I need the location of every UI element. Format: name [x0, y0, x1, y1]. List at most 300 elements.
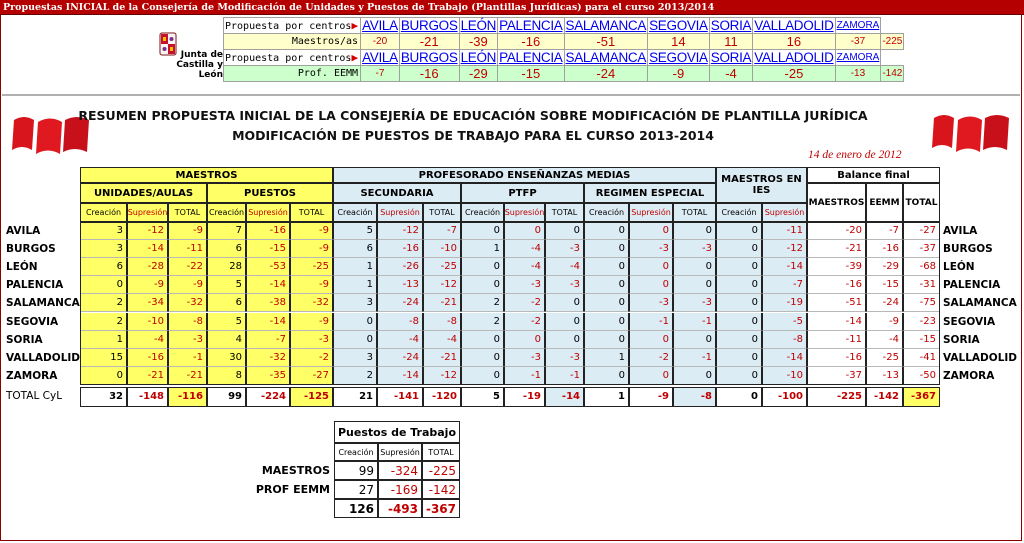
nav-link-soria[interactable]: SORIA	[710, 50, 752, 65]
data-cell: -21	[423, 294, 461, 312]
data-cell: -11	[762, 222, 807, 240]
data-cell: -3	[545, 349, 584, 367]
data-cell: -53	[246, 258, 290, 276]
data-cell: 2	[461, 294, 504, 312]
data-cell: 0	[545, 313, 584, 331]
data-cell: -20	[807, 222, 866, 240]
nav-total: -142	[881, 66, 904, 82]
data-cell: -9	[290, 276, 333, 294]
data-cell: -3	[168, 331, 207, 349]
province-label: BURGOS	[6, 243, 56, 256]
section-divider	[2, 94, 1020, 96]
data-cell: 0	[545, 294, 584, 312]
data-cell: -4	[423, 331, 461, 349]
data-cell: -2	[504, 294, 545, 312]
data-cell: -32	[290, 294, 333, 312]
data-cell: 3	[80, 222, 127, 240]
data-cell: -68	[903, 258, 940, 276]
data-cell: 0	[504, 331, 545, 349]
data-cell: -12	[423, 276, 461, 294]
province-label: AVILA	[6, 225, 41, 237]
data-cell: -34	[127, 294, 168, 312]
total-cell: -9	[629, 387, 673, 407]
nav-link-soria[interactable]: SORIA	[710, 18, 752, 33]
data-cell: 1	[461, 240, 504, 258]
logo-line2: Castilla y León	[176, 60, 223, 80]
data-cell: 0	[716, 349, 762, 367]
data-cell: -32	[246, 349, 290, 367]
data-cell: 0	[629, 331, 673, 349]
data-cell: 5	[207, 276, 246, 294]
data-cell: 28	[207, 258, 246, 276]
nav-value: -4	[709, 66, 753, 82]
data-cell: 0	[716, 222, 762, 240]
data-cell: 0	[584, 276, 629, 294]
puestos-cell: -367	[422, 499, 460, 518]
total-cell: 1	[584, 387, 629, 407]
nav-value: -13	[835, 66, 881, 82]
nav-value: -24	[564, 66, 648, 82]
group-header-maestros: MAESTROS	[80, 167, 333, 183]
total-cell: -367	[903, 387, 940, 407]
data-cell: -41	[903, 349, 940, 367]
data-cell: -19	[762, 294, 807, 312]
data-cell: -2	[290, 349, 333, 367]
total-cell: -100	[762, 387, 807, 407]
data-cell: 0	[673, 276, 716, 294]
nav-total: -225	[881, 34, 904, 50]
data-cell: -9	[290, 240, 333, 258]
data-cell: 0	[716, 276, 762, 294]
group-header-regimen: REGIMEN ESPECIAL	[584, 183, 716, 203]
data-cell: -16	[246, 222, 290, 240]
data-cell: 0	[461, 222, 504, 240]
nav-empty-cell	[881, 50, 904, 66]
nav-row-maestros-values	[224, 34, 904, 50]
data-cell: -1	[673, 313, 716, 331]
nav-link-burgos[interactable]: BURGOS	[400, 50, 458, 65]
province-label: PALENCIA	[6, 279, 64, 292]
data-cell: -1	[545, 367, 584, 385]
nav-value: -7	[361, 66, 400, 82]
total-cell: 32	[80, 387, 127, 407]
data-cell: 15	[80, 349, 127, 367]
data-cell: -8	[423, 313, 461, 331]
data-cell: -15	[246, 240, 290, 258]
page-subtitle: MODIFICACIÓN DE PUESTOS DE TRABAJO PARA EL CURSO 2013-2014	[232, 128, 714, 143]
data-cell: -16	[127, 349, 168, 367]
province-label-right: ZAMORA	[943, 369, 995, 382]
data-cell: 0	[584, 240, 629, 258]
nav-link-avila[interactable]: AVILA	[362, 18, 398, 33]
data-cell: -14	[377, 367, 423, 385]
total-cell: -142	[866, 387, 903, 407]
province-label-right: SALAMANCA	[943, 297, 1017, 310]
data-cell: -16	[866, 240, 903, 258]
data-cell: -3	[290, 331, 333, 349]
data-cell: -37	[807, 367, 866, 385]
data-cell: 30	[207, 349, 246, 367]
total-cell: 99	[207, 387, 246, 407]
data-cell: -3	[504, 276, 545, 294]
data-cell: 0	[716, 367, 762, 385]
data-cell: 5	[207, 313, 246, 331]
data-cell: -23	[903, 313, 940, 331]
total-cell: 21	[333, 387, 377, 407]
nav-value: -39	[459, 34, 498, 50]
data-cell: -3	[673, 240, 716, 258]
data-cell: -9	[168, 276, 207, 294]
data-cell: -32	[168, 294, 207, 312]
nav-empty-cell	[881, 18, 904, 34]
data-cell: -27	[903, 222, 940, 240]
data-cell: -11	[168, 240, 207, 258]
puestos-header: Supresión	[378, 443, 422, 461]
data-cell: -11	[807, 331, 866, 349]
data-cell: -26	[377, 258, 423, 276]
data-cell: 0	[673, 222, 716, 240]
data-cell: -14	[127, 240, 168, 258]
subheader-supresion: Supresión	[377, 203, 423, 222]
nav-value: 16	[753, 34, 835, 50]
data-cell: 2	[461, 313, 504, 331]
province-label-right: AVILA	[943, 225, 978, 237]
nav-value: 14	[648, 34, 710, 50]
subheader-creacion: Creación	[716, 203, 762, 222]
nav-value: -16	[498, 34, 564, 50]
puestos-cell: 27	[334, 480, 378, 499]
data-cell: -9	[866, 313, 903, 331]
nav-link-valladolid[interactable]: VALLADOLID	[754, 18, 834, 33]
total-cell: -125	[290, 387, 333, 407]
subheader-supresion: Supresión	[246, 203, 290, 222]
data-cell: -50	[903, 367, 940, 385]
data-cell: -9	[127, 276, 168, 294]
data-cell: -7	[866, 222, 903, 240]
data-cell: -22	[168, 258, 207, 276]
data-cell: -12	[762, 240, 807, 258]
data-cell: -24	[866, 294, 903, 312]
group-header-ptfp: PTFP	[461, 183, 584, 203]
data-cell: -21	[127, 367, 168, 385]
province-label-right: BURGOS	[943, 243, 993, 256]
data-cell: 6	[207, 294, 246, 312]
total-label: TOTAL CyL	[6, 389, 63, 402]
nav-row-label: Propuesta por centros▶	[224, 18, 361, 34]
province-label-right: LEÓN	[943, 261, 975, 274]
nav-link-leon[interactable]: LEÓN	[460, 18, 497, 33]
data-cell: -37	[903, 240, 940, 258]
nav-value: -21	[399, 34, 459, 50]
data-cell: -8	[168, 313, 207, 331]
data-cell: 0	[333, 313, 377, 331]
puestos-cell: 99	[334, 461, 378, 480]
data-cell: 3	[333, 294, 377, 312]
data-cell: 0	[673, 367, 716, 385]
data-cell: 6	[333, 240, 377, 258]
nav-grid	[223, 17, 904, 82]
data-cell: -14	[762, 258, 807, 276]
data-cell: -9	[290, 313, 333, 331]
data-cell: 0	[716, 240, 762, 258]
group-header-balance: Balance final	[807, 167, 940, 183]
data-cell: -2	[629, 349, 673, 367]
total-cell: 0	[716, 387, 762, 407]
data-cell: -14	[807, 313, 866, 331]
data-cell: 1	[584, 349, 629, 367]
province-label-right: SEGOVIA	[943, 315, 996, 328]
data-cell: 0	[584, 331, 629, 349]
data-cell: -15	[903, 331, 940, 349]
subheader-creacion: Creación	[461, 203, 504, 222]
subheader-total: TOTAL	[423, 203, 461, 222]
data-cell: -24	[377, 294, 423, 312]
nav-link-zamora[interactable]: ZAMORA	[835, 18, 881, 34]
total-cell: -148	[127, 387, 168, 407]
total-cell: -14	[545, 387, 584, 407]
junta-logo	[153, 24, 223, 78]
nav-link-segovia[interactable]: SEGOVIA	[649, 18, 708, 33]
data-cell: -4	[504, 258, 545, 276]
data-cell: -12	[377, 222, 423, 240]
province-label-right: SORIA	[943, 333, 980, 346]
nav-row-label: Propuesta por centros▶	[224, 50, 361, 66]
subheader-total: TOTAL	[545, 203, 584, 222]
data-cell: -1	[168, 349, 207, 367]
subheader-total: TOTAL	[290, 203, 333, 222]
nav-row-eemm-links	[224, 50, 904, 66]
data-cell: 0	[584, 313, 629, 331]
puestos-cell: -493	[378, 499, 422, 518]
nav-row-eemm-values	[224, 66, 904, 82]
data-cell: -2	[504, 313, 545, 331]
nav-value: -15	[498, 66, 564, 82]
nav-link-burgos[interactable]: BURGOS	[400, 18, 458, 33]
data-cell: -3	[504, 349, 545, 367]
puestos-row-label: MAESTROS	[261, 464, 330, 477]
total-cell: -224	[246, 387, 290, 407]
puestos-cell: -142	[422, 480, 460, 499]
data-cell: 0	[461, 331, 504, 349]
window-title: Propuestas INICIAL de la Consejería de Modificación de Unidades y Puestos de Trabajo (Plantillas Jurídicas) para el curso 2013/2014	[0, 0, 1024, 15]
nav-link-valladolid[interactable]: VALLADOLID	[754, 50, 834, 65]
data-cell: -4	[504, 240, 545, 258]
subheader-supresion: Supresión	[127, 203, 168, 222]
nav-value: -51	[564, 34, 648, 50]
data-cell: 1	[333, 258, 377, 276]
puestos-cell: -169	[378, 480, 422, 499]
total-cell: -120	[423, 387, 461, 407]
data-cell: 0	[584, 367, 629, 385]
data-cell: -10	[762, 367, 807, 385]
nav-link-palencia[interactable]: PALENCIA	[499, 50, 563, 65]
data-cell: -13	[377, 276, 423, 294]
data-cell: -1	[504, 367, 545, 385]
nav-row-maestros-links	[224, 18, 904, 34]
data-cell: -24	[377, 349, 423, 367]
data-cell: -21	[423, 349, 461, 367]
total-cell: -19	[504, 387, 545, 407]
data-cell: -1	[673, 349, 716, 367]
data-cell: 0	[461, 367, 504, 385]
nav-value: -9	[648, 66, 710, 82]
puestos-cell: -324	[378, 461, 422, 480]
data-cell: -3	[545, 276, 584, 294]
puestos-cell: 126	[334, 499, 378, 518]
nav-link-palencia[interactable]: PALENCIA	[499, 18, 563, 33]
data-cell: -12	[423, 367, 461, 385]
data-cell: 0	[80, 276, 127, 294]
data-cell: -39	[807, 258, 866, 276]
subheader-total: TOTAL	[673, 203, 716, 222]
data-cell: -3	[545, 240, 584, 258]
data-cell: -9	[168, 222, 207, 240]
data-cell: 0	[673, 258, 716, 276]
nav-link-leon[interactable]: LEÓN	[460, 50, 497, 65]
data-cell: 0	[333, 331, 377, 349]
data-cell: 4	[207, 331, 246, 349]
province-label: SEGOVIA	[6, 315, 59, 328]
data-cell: -25	[866, 349, 903, 367]
data-cell: 8	[207, 367, 246, 385]
data-cell: 0	[584, 258, 629, 276]
data-cell: 0	[584, 294, 629, 312]
data-cell: -28	[127, 258, 168, 276]
subheader-supresion: Supresión	[762, 203, 807, 222]
nav-value: 11	[709, 34, 753, 50]
data-cell: 3	[80, 240, 127, 258]
province-label: SORIA	[6, 333, 43, 346]
total-cell: -8	[673, 387, 716, 407]
nav-link-avila[interactable]: AVILA	[362, 50, 398, 65]
puestos-cell: -225	[422, 461, 460, 480]
nav-link-zamora[interactable]: ZAMORA	[835, 50, 881, 66]
data-cell: -29	[866, 258, 903, 276]
data-cell: 0	[80, 367, 127, 385]
group-header-unidades: UNIDADES/AULAS	[80, 183, 207, 203]
nav-value: -25	[753, 66, 835, 82]
data-cell: -7	[423, 222, 461, 240]
data-cell: -3	[629, 240, 673, 258]
data-cell: -5	[762, 313, 807, 331]
total-cell: -141	[377, 387, 423, 407]
data-cell: 3	[333, 349, 377, 367]
data-cell: -27	[290, 367, 333, 385]
subheader-bal-eemm: EEMM	[866, 183, 903, 222]
group-header-secundaria: SECUNDARIA	[333, 183, 461, 203]
subheader-creacion: Creación	[584, 203, 629, 222]
total-cell: 5	[461, 387, 504, 407]
data-cell: -10	[127, 313, 168, 331]
data-cell: -16	[377, 240, 423, 258]
puestos-header: Creación	[334, 443, 378, 461]
subheader-creacion: Creación	[207, 203, 246, 222]
province-label: LEÓN	[6, 261, 38, 274]
nav-row-label: Prof. EEMM	[224, 66, 361, 82]
data-cell: 0	[629, 222, 673, 240]
data-cell: -51	[807, 294, 866, 312]
subheader-creacion: Creación	[80, 203, 127, 222]
data-cell: -15	[866, 276, 903, 294]
logo-line1: Junta de	[180, 50, 223, 60]
nav-link-salamanca[interactable]: SALAMANCA	[565, 18, 647, 33]
data-cell: -14	[246, 313, 290, 331]
province-label-right: PALENCIA	[943, 279, 1001, 292]
subheader-bal-maestros: MAESTROS	[807, 183, 866, 222]
total-cell: -225	[807, 387, 866, 407]
data-cell: -3	[629, 294, 673, 312]
data-cell: 6	[80, 258, 127, 276]
data-cell: 5	[333, 222, 377, 240]
data-cell: -38	[246, 294, 290, 312]
data-cell: -21	[168, 367, 207, 385]
data-cell: -25	[423, 258, 461, 276]
data-cell: -4	[127, 331, 168, 349]
data-cell: 0	[629, 258, 673, 276]
province-label-right: VALLADOLID	[943, 351, 1018, 364]
data-cell: -8	[762, 331, 807, 349]
province-label: ZAMORA	[6, 369, 58, 382]
data-cell: 0	[716, 313, 762, 331]
data-cell: -3	[673, 294, 716, 312]
data-cell: -75	[903, 294, 940, 312]
data-cell: -31	[903, 276, 940, 294]
data-cell: 1	[333, 276, 377, 294]
data-cell: -9	[290, 222, 333, 240]
nav-link-segovia[interactable]: SEGOVIA	[649, 50, 708, 65]
data-cell: -8	[377, 313, 423, 331]
data-cell: -1	[629, 313, 673, 331]
data-cell: 2	[80, 294, 127, 312]
data-cell: 7	[207, 222, 246, 240]
report-date: 14 de enero de 2012	[808, 149, 902, 161]
puestos-title: Puestos de Trabajo	[334, 421, 460, 443]
data-cell: 0	[545, 331, 584, 349]
group-header-maestros-ies: MAESTROS EN IES	[716, 167, 807, 203]
subheader-total: TOTAL	[168, 203, 207, 222]
nav-link-salamanca[interactable]: SALAMANCA	[565, 50, 647, 65]
data-cell: 0	[584, 222, 629, 240]
data-cell: -12	[127, 222, 168, 240]
subheader-bal-total: TOTAL	[903, 183, 940, 222]
group-header-profesorado: PROFESORADO ENSEÑANZAS MEDIAS	[333, 167, 716, 183]
data-cell: 1	[80, 331, 127, 349]
nav-row-label: Maestros/as	[224, 34, 361, 50]
group-header-puestos: PUESTOS	[207, 183, 333, 203]
subheader-creacion: Creación	[333, 203, 377, 222]
data-cell: 0	[716, 331, 762, 349]
data-cell: 0	[716, 294, 762, 312]
data-cell: -4	[866, 331, 903, 349]
data-cell: 2	[80, 313, 127, 331]
page-title: RESUMEN PROPUESTA INICIAL DE LA CONSEJERÍA DE EDUCACIÓN SOBRE MODIFICACIÓN DE PLANTILLA JURÍDICA	[78, 108, 868, 123]
data-cell: -13	[866, 367, 903, 385]
data-cell: -14	[246, 276, 290, 294]
data-cell: 2	[333, 367, 377, 385]
data-cell: 0	[461, 276, 504, 294]
data-cell: -4	[377, 331, 423, 349]
data-cell: 0	[504, 222, 545, 240]
data-cell: -7	[246, 331, 290, 349]
data-cell: 6	[207, 240, 246, 258]
data-cell: 0	[461, 258, 504, 276]
data-cell: 0	[629, 367, 673, 385]
data-cell: -4	[545, 258, 584, 276]
data-cell: -21	[807, 240, 866, 258]
arrow-right-icon: ▶	[351, 51, 359, 64]
data-cell: -16	[807, 276, 866, 294]
data-cell: -10	[423, 240, 461, 258]
